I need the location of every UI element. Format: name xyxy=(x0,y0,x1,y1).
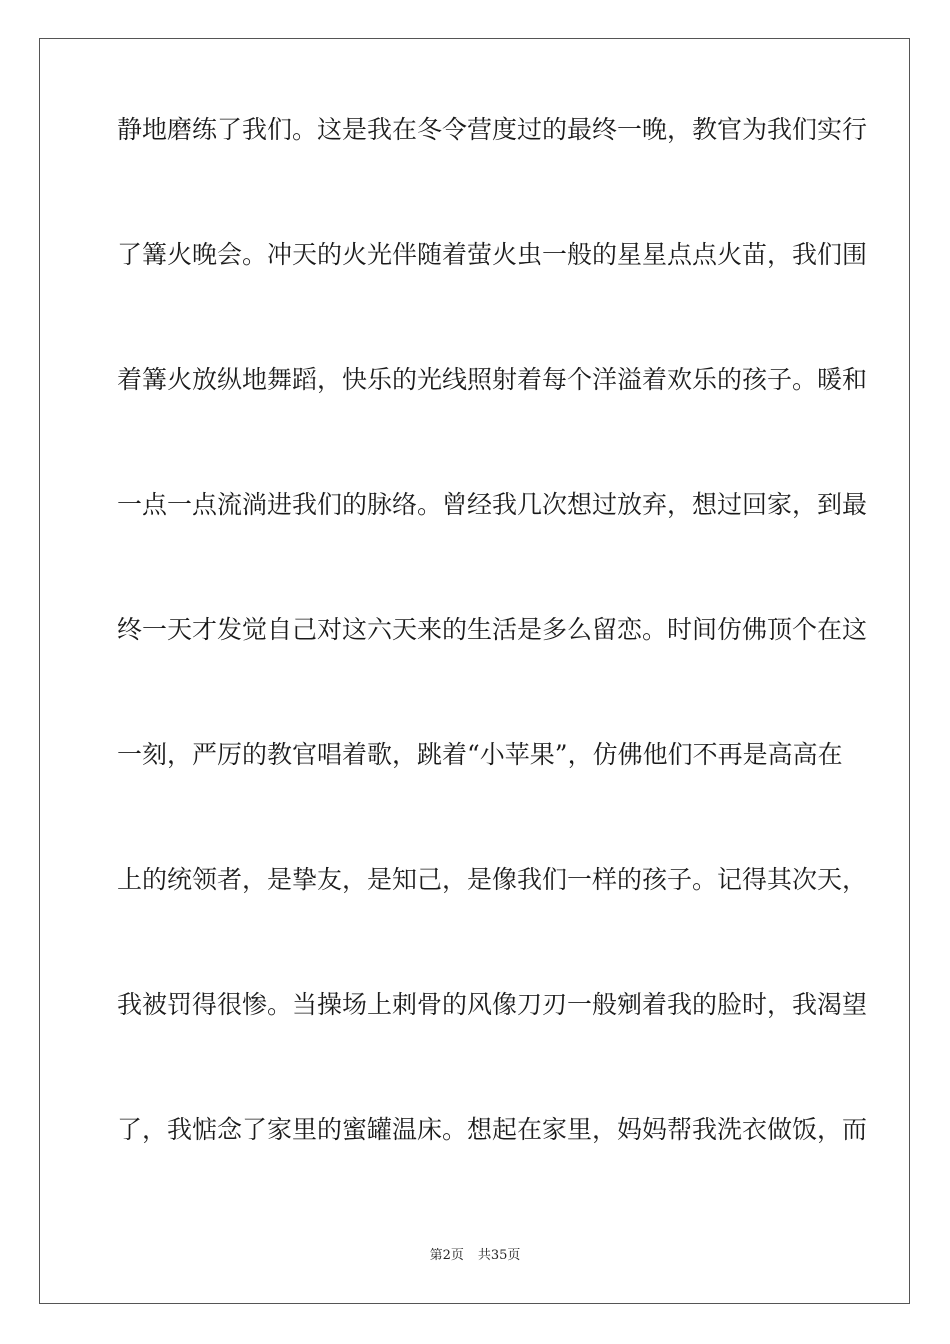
text-line xyxy=(117,740,843,805)
text-line-content: 一点一点流淌进我们的脉络。曾经我几次想过放弃，想过回家，到最 xyxy=(117,490,868,519)
text-line xyxy=(117,1115,868,1180)
page-total: 共35页 xyxy=(477,1248,521,1263)
text-line xyxy=(117,990,868,1055)
text-line xyxy=(117,115,868,180)
text-line xyxy=(117,240,868,305)
text-line-content: 了篝火晚会。冲天的火光伴随着萤火虫一般的星星点点火苗，我们围 xyxy=(117,240,868,269)
text-line-content: 我被罚得很惨。当操场上刺骨的风像刀刃一般剜着我的脸时，我渴望 xyxy=(117,990,868,1019)
text-line-content: 一刻，严厉的教官唱着歌，跳着“小苹果”，仿佛他们不再是高高在 xyxy=(117,740,843,769)
text-line-content: 上的统领者，是挚友，是知己，是像我们一样的孩子。记得其次天， xyxy=(117,865,868,894)
text-line-content: 着篝火放纵地舞蹈，快乐的光线照射着每个洋溢着欢乐的孩子。暖和 xyxy=(117,365,868,394)
text-line xyxy=(117,365,868,430)
text-line-content: 了，我惦念了家里的蜜罐温床。想起在家里，妈妈帮我洗衣做饭，而 xyxy=(117,1115,868,1144)
page-number: 第2页 xyxy=(429,1248,464,1263)
text-line xyxy=(117,490,868,555)
text-line xyxy=(117,615,868,680)
text-line-content: 静地磨练了我们。这是我在冬令营度过的最终一晚，教官为我们实行 xyxy=(117,115,868,144)
text-line xyxy=(117,865,868,930)
document-body xyxy=(117,115,868,1255)
text-line-content: 终一天才发觉自己对这六天来的生活是多么留恋。时间仿佛顶个在这 xyxy=(117,615,868,644)
page-footer xyxy=(0,1248,950,1264)
